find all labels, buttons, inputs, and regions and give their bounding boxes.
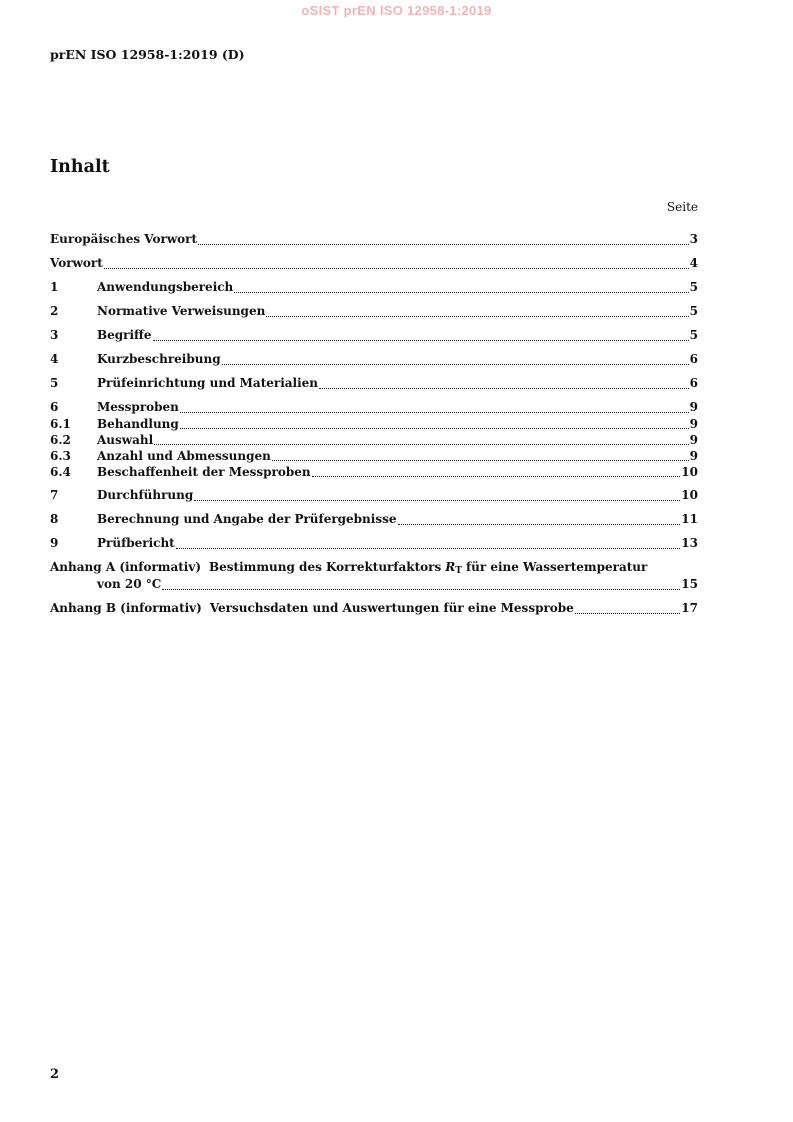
toc-entry-title: Kurzbeschreibung xyxy=(97,352,221,366)
toc-entry[interactable] xyxy=(50,511,698,528)
toc-entry-annex-a[interactable] xyxy=(50,559,698,593)
toc-entry-page: 13 xyxy=(681,536,698,550)
toc-leader xyxy=(272,459,689,461)
toc-entry-number: 7 xyxy=(50,488,59,502)
toc-entry-page: 11 xyxy=(681,512,698,526)
toc-entry-number: 8 xyxy=(50,512,59,526)
annex-a-symbol: $R_T$ xyxy=(445,560,462,576)
toc-leader xyxy=(180,427,689,429)
toc-entry-page: 9 xyxy=(689,449,698,463)
toc-leader xyxy=(312,475,681,477)
toc-leader xyxy=(154,443,688,445)
toc-entry-number: 6.1 xyxy=(50,417,71,431)
toc-entry-number: 6.4 xyxy=(50,465,71,479)
toc-entry[interactable] xyxy=(50,399,698,416)
toc-entry-page: 15 xyxy=(681,577,698,591)
toc-leader xyxy=(153,339,689,341)
annex-b-label: Anhang B (informativ) xyxy=(50,601,202,615)
toc-entry-title: Vorwort xyxy=(50,256,103,270)
toc-leader xyxy=(180,411,689,413)
toc-entry-number: 6.2 xyxy=(50,433,71,447)
toc-leader xyxy=(222,363,689,365)
watermark: oSIST prEN ISO 12958-1:2019 xyxy=(301,3,492,18)
page-number: 2 xyxy=(50,1067,60,1082)
toc-leader xyxy=(104,267,689,269)
toc-entry[interactable] xyxy=(50,464,698,480)
toc-entry-page: 3 xyxy=(689,232,698,246)
page-title: Inhalt xyxy=(50,157,110,177)
toc-entry[interactable] xyxy=(50,535,698,552)
toc-leader xyxy=(194,499,680,501)
toc-entry[interactable] xyxy=(50,416,698,432)
toc-entry-title: Begriffe xyxy=(97,328,152,342)
toc-entry-title: Anzahl und Abmessungen xyxy=(97,449,271,463)
annex-b-title: Versuchsdaten und Auswertungen für eine Messprobe xyxy=(209,601,574,615)
toc-entry-title: Durchführung xyxy=(97,488,194,502)
toc-leader xyxy=(176,547,681,549)
toc-leader xyxy=(198,243,689,245)
toc-entry[interactable] xyxy=(50,351,698,368)
toc-entry-page: 9 xyxy=(689,400,698,414)
toc-entry-number: 3 xyxy=(50,328,59,342)
document-id: prEN ISO 12958-1:2019 (D) xyxy=(50,47,245,62)
toc-entry[interactable] xyxy=(50,327,698,344)
toc-entry-number: 4 xyxy=(50,352,59,366)
table-of-contents xyxy=(50,231,698,617)
toc-entry-number: 2 xyxy=(50,304,59,318)
annex-a-label: Anhang A (informativ) xyxy=(50,560,201,574)
toc-leader xyxy=(162,588,680,590)
toc-entry-page: 5 xyxy=(689,304,698,318)
toc-entry-title: Messproben xyxy=(97,400,179,414)
annex-a-second-line xyxy=(50,576,698,593)
toc-entry-title: Behandlung xyxy=(97,417,179,431)
toc-entry-title: Europäisches Vorwort xyxy=(50,232,198,246)
toc-entry-page: 9 xyxy=(689,417,698,431)
toc-leader xyxy=(398,523,681,525)
toc-entry-page: 6 xyxy=(689,376,698,390)
annex-a-first-line xyxy=(50,559,698,576)
toc-entry-number: 6 xyxy=(50,400,59,414)
toc-entry-page: 5 xyxy=(689,328,698,342)
toc-entry[interactable] xyxy=(50,255,698,272)
toc-entry[interactable] xyxy=(50,487,698,504)
toc-entry[interactable] xyxy=(50,432,698,448)
toc-entry-title: Auswahl xyxy=(97,433,154,447)
toc-entry-page: 9 xyxy=(689,433,698,447)
annex-a-title-end: für eine Wassertemperatur xyxy=(465,560,648,574)
toc-entry-title: Prüfbericht xyxy=(97,536,175,550)
toc-leader xyxy=(575,612,680,614)
toc-entry-annex-b[interactable] xyxy=(50,600,698,617)
toc-entry-number: 9 xyxy=(50,536,59,550)
toc-entry-page: 17 xyxy=(681,601,698,615)
toc-leader xyxy=(266,315,688,317)
annex-a-continuation: von 20 °C xyxy=(97,577,162,591)
toc-entry-title: Berechnung und Angabe der Prüfergebnisse xyxy=(97,512,397,526)
toc-leader xyxy=(234,291,688,293)
toc-entry-page: 10 xyxy=(681,488,698,502)
toc-leader xyxy=(319,387,689,389)
page-column-label: Seite xyxy=(666,200,698,214)
toc-entry[interactable] xyxy=(50,375,698,392)
toc-entry-page: 5 xyxy=(689,280,698,294)
toc-entry-title: Prüfeinrichtung und Materialien xyxy=(97,376,319,390)
toc-entry-page: 10 xyxy=(681,465,698,479)
toc-entry-title: Anwendungsbereich xyxy=(97,280,234,294)
toc-entry-number: 5 xyxy=(50,376,59,390)
toc-entry[interactable] xyxy=(50,231,698,248)
toc-entry-title: Beschaffenheit der Messproben xyxy=(97,465,311,479)
toc-entry-title: Normative Verweisungen xyxy=(97,304,266,318)
toc-entry[interactable] xyxy=(50,448,698,464)
annex-a-title-start: Bestimmung des Korrekturfaktors xyxy=(209,560,442,574)
toc-entry-number: 1 xyxy=(50,280,59,294)
toc-entry[interactable] xyxy=(50,303,698,320)
toc-entry-page: 6 xyxy=(689,352,698,366)
toc-entry-number: 6.3 xyxy=(50,449,71,463)
toc-entry-page: 4 xyxy=(689,256,698,270)
toc-entry[interactable] xyxy=(50,279,698,296)
